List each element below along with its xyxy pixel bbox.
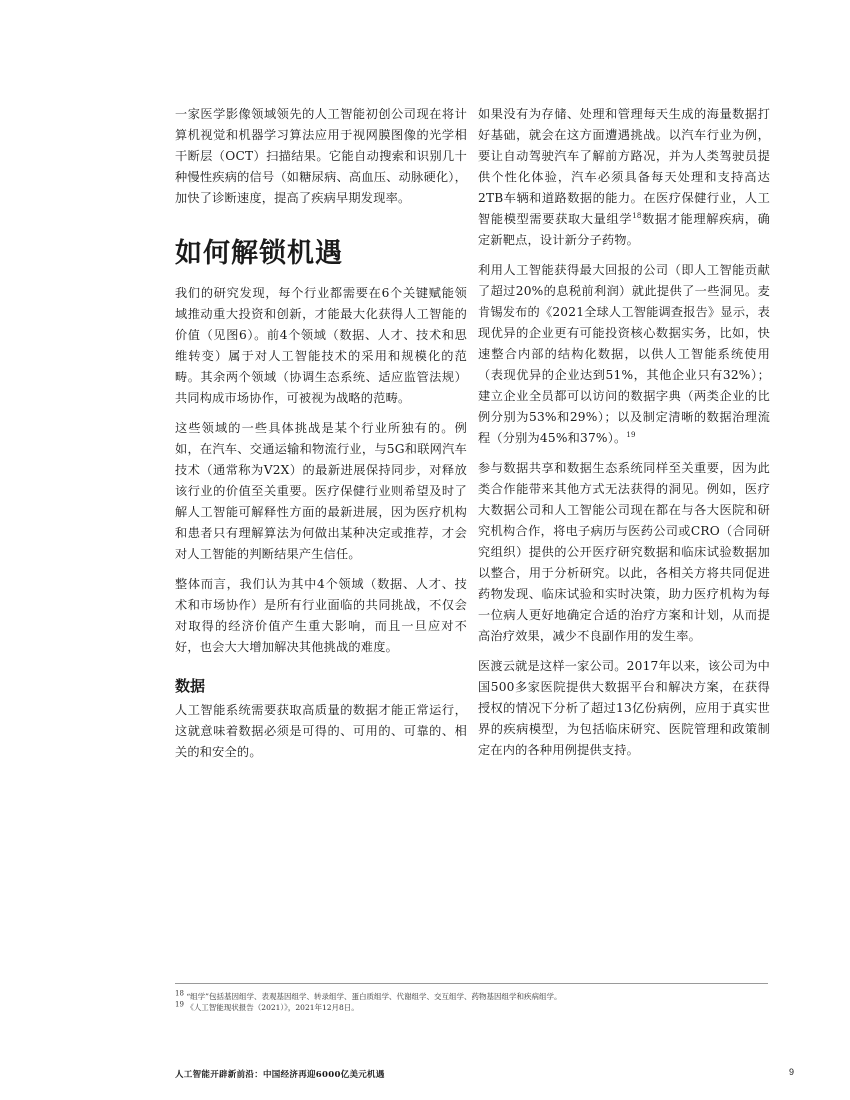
page-number: 9 <box>789 1067 795 1077</box>
data-foundation-text: 如果没有为存储、处理和管理每天生成的海量数据打好基础，就会在这方面遭遇挑战。以汽车行业为例，要让自动驾驶汽车了解前方路况，并为人类驾驶员提供个性化体验，汽车必须具备每天处理和支持高达2TB车辆和道路数据的能力。在医疗保健行业，人工智能模型需要获取大量组学 <box>478 107 770 226</box>
footnote-text: “组学”包括基因组学、表观基因组学、转录组学、蛋白质组学、代谢组学、交互组学、药物基因组学和疾病组学。 <box>186 992 562 1001</box>
right-column <box>478 104 770 770</box>
footnote-text: 《人工智能现状报告（2021）》，2021年12月8日。 <box>186 1003 359 1012</box>
footnote-19 <box>175 1002 768 1013</box>
company-example-paragraph: 医渡云就是这样一家公司。2017年以来，该公司为中国500多家医院提供大数据平台和解决方案，在获得授权的情况下分析了超过13亿份病例，应用于真实世界的疾病模型，为包括临床研究、医院管理和政策制定在内的各种用例提供支持。 <box>478 659 770 757</box>
data-sharing-paragraph: 参与数据共享和数据生态系统同样至关重要，因为此类合作能带来其他方式无法获得的洞见。例如，医疗大数据公司和人工智能公司现在都在与各大医院和研究机构合作，将电子病历与医药公司或CRO（合同研究组织）提供的公开医疗研究数据和临床试验数据加以整合，用于分析研究。以此，各相关方将共同促进药物发现、临床试验和实时决策，助力医疗机构为每一位病人更好地确定合适的治疗方案和计划，从而提高治疗效果，减少不良副作用的发生率。 <box>478 461 770 643</box>
survey-paragraph <box>478 260 770 449</box>
footnotes <box>175 991 768 1013</box>
footnote-ref-19[interactable]: 19 <box>626 430 636 439</box>
data-foundation-text-end: 数据才能理解疾病，确定新靶点，设计新分子药物。 <box>478 212 771 247</box>
section-heading: 如何解锁机遇 <box>175 238 343 269</box>
industry-challenges-paragraph: 这些领域的一些具体挑战是某个行业所独有的。例如，在汽车、交通运输和物流行业，与5G和联网汽车技术（通常称为V2X）的最新进展保持同步，对释放该行业的价值至关重要。医疗保健行业则希望及时了解人工智能可解释性方面的最新进展，因为医疗机构和患者只有理解算法为何做出某种决定或推荐，才会对人工智能的判断结果产生信任。 <box>175 421 467 561</box>
intro-paragraph: 一家医学影像领域领先的人工智能初创公司现在将计算机视觉和机器学习算法应用于视网膜图像的光学相干断层（OCT）扫描结果。它能自动搜索和识别几十种慢性疾病的信号（如糖尿病、高血压、动脉硬化），加快了诊断速度，提高了疾病早期发现率。 <box>175 107 467 205</box>
survey-text: 利用人工智能获得最大回报的公司（即人工智能贡献了超过20%的息税前利润）就此提供了一些洞见。麦肯锡发布的《2021全球人工智能调查报告》显示，表现优异的企业更有可能投资核心数据实务，比如，快速整合内部的结构化数据，以供人工智能系统使用（表现优异的企业达到51%，其他企业只有32%）；建立企业全员都可以访问的数据字典（两类企业的比例分别为53%和29%）；以及制定清晰的数据治理流程（分别为45%和37%）。 <box>478 263 770 445</box>
left-column <box>175 104 467 772</box>
footnote-number: 19 <box>175 1000 184 1009</box>
footnote-divider <box>175 983 768 984</box>
data-requirements-paragraph: 人工智能系统需要获取高质量的数据才能正常运行，这就意味着数据必须是可得的、可用的、可靠的、相关的和安全的。 <box>175 703 467 759</box>
common-challenges-paragraph: 整体而言，我们认为其中4个领域（数据、人才、技术和市场协作）是所有行业面临的共同挑战，不仅会对取得的经济价值产生重大影响，而且一旦应对不好，也会大大增加解决其他挑战的难度。 <box>175 577 467 654</box>
research-findings-paragraph: 我们的研究发现，每个行业都需要在6个关键赋能领域推动重大投资和创新，才能最大化获得人工智能的价值（见图6）。前4个领域（数据、人才、技术和思维转变）属于对人工智能技术的采用和规模化的范畴。其余两个领域（协调生态系统、适应监管法规）共同构成市场协作，可被视为战略的范畴。 <box>175 286 467 405</box>
data-foundation-paragraph <box>478 104 770 251</box>
data-subheading: 数据 <box>175 677 206 695</box>
footnote-18 <box>175 991 768 1002</box>
footnote-number: 18 <box>175 989 184 998</box>
footer-title: 人工智能开辟新前沿：中国经济再迎6000亿美元机遇 <box>175 1070 385 1080</box>
footnote-ref-18[interactable]: 18 <box>632 211 642 220</box>
